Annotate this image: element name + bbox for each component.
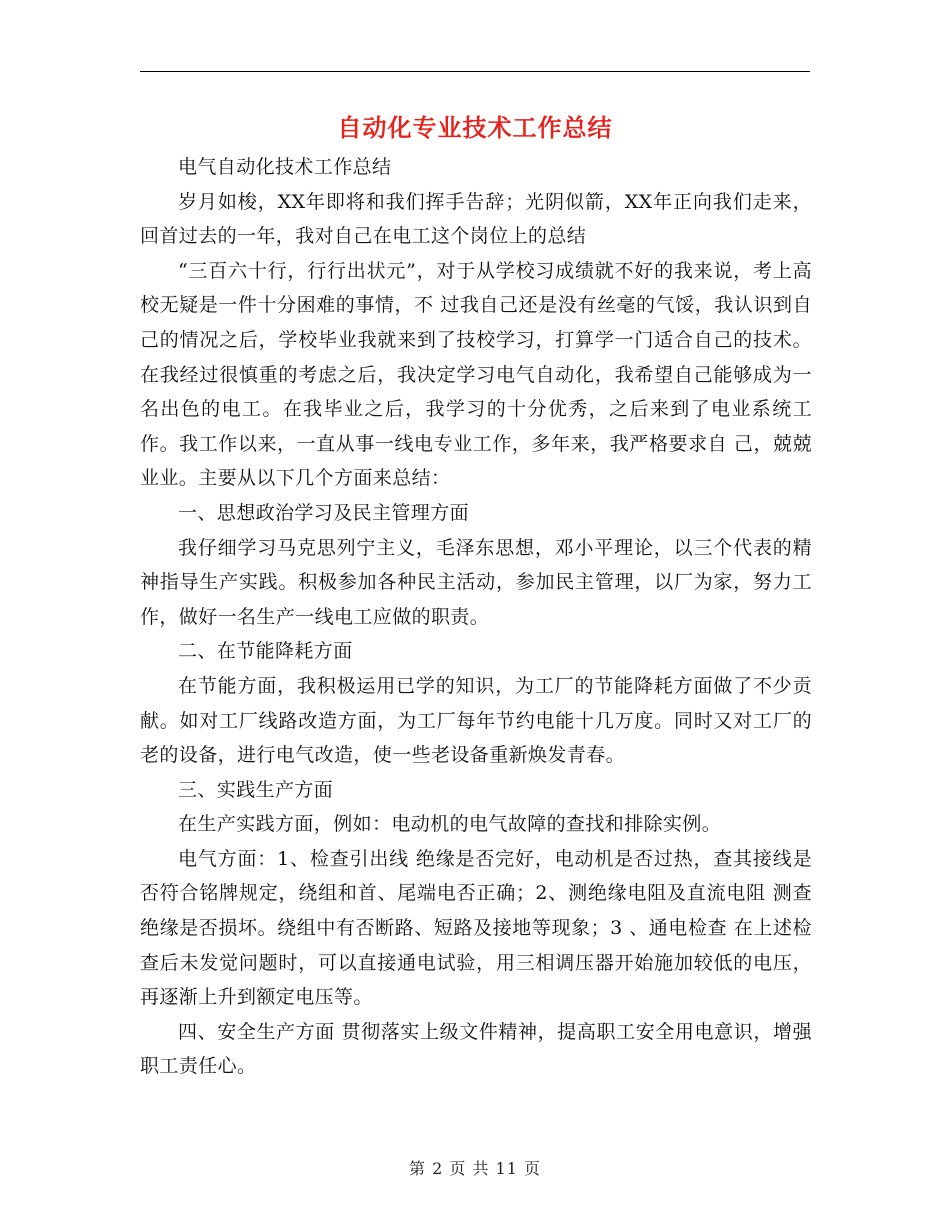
paragraph-section-1: 我仔细学习马克思列宁主义，毛泽东思想，邓小平理论，以三个代表的精神指导生产实践。积极参加各种民主活动，参加民主管理，以厂为家，努力工作，做好一名生产一线电工应做的职责。	[140, 536, 812, 628]
paragraph-section-3b: 电气方面：1、检查引出线 绝缘是否完好，电动机是否过热，查其接线是否符合铭牌规定，绕组和首、尾端电否正确；2、测绝缘电阻及直流电阻 测查绝缘是否损坏。绕组中有否断路、短路及接地等现象；3 、通电检查 在上述检查后未发觉问题时，可以直接通电试验，用三相调压器开始施加较低的电压，再逐渐上升到额定电压等。	[140, 847, 812, 1009]
section-heading-3: 三、实践生产方面	[178, 778, 334, 801]
document-body	[140, 150, 812, 1084]
paragraph-background: “三百六十行，行行出状元”，对于从学校习成绩就不好的我来说，考上高校无疑是一件十分困难的事情，不 过我自己还是没有丝毫的气馁，我认识到自己的情况之后，学校毕业我就来到了技校学习，打算学一门适合自己的技术。在我经过很慎重的考虑之后，我决定学习电气自动化，我希望自己能够成为一名出色的电工。在我毕业之后，我学习的十分优秀，之后来到了电业系统工作。我工作以来，一直从事一线电专业工作，多年来，我严格要求自 己，兢兢业业。主要从以下几个方面来总结：	[140, 259, 812, 490]
document-title: 自动化专业技术工作总结	[337, 114, 613, 142]
paragraph-subtitle: 电气自动化技术工作总结	[178, 156, 392, 178]
section-heading-1: 一、思想政治学习及民主管理方面	[178, 501, 470, 524]
section-heading-2: 二、在节能降耗方面	[178, 640, 353, 663]
page-number-footer: 第 2 页 共 11 页	[409, 1159, 541, 1178]
header-rule	[140, 71, 810, 72]
paragraph-section-4: 四、安全生产方面 贯彻落实上级文件精神，提高职工安全用电意识，增强职工责任心。	[140, 1020, 812, 1078]
paragraph-intro: 岁月如梭，XX年即将和我们挥手告辞；光阴似箭，XX年正向我们走来，回首过去的一年，我对自己在电工这个岗位上的总结	[140, 190, 812, 248]
paragraph-section-3a: 在生产实践方面，例如：电动机的电气故障的查找和排除实例。	[178, 813, 722, 836]
paragraph-section-2: 在节能方面，我积极运用已学的知识，为工厂的节能降耗方面做了不少贡献。如对工厂线路改造方面，为工厂每年节约电能十几万度。同时又对工厂的老的设备，进行电气改造，使一些老设备重新焕发青春。	[140, 674, 812, 767]
